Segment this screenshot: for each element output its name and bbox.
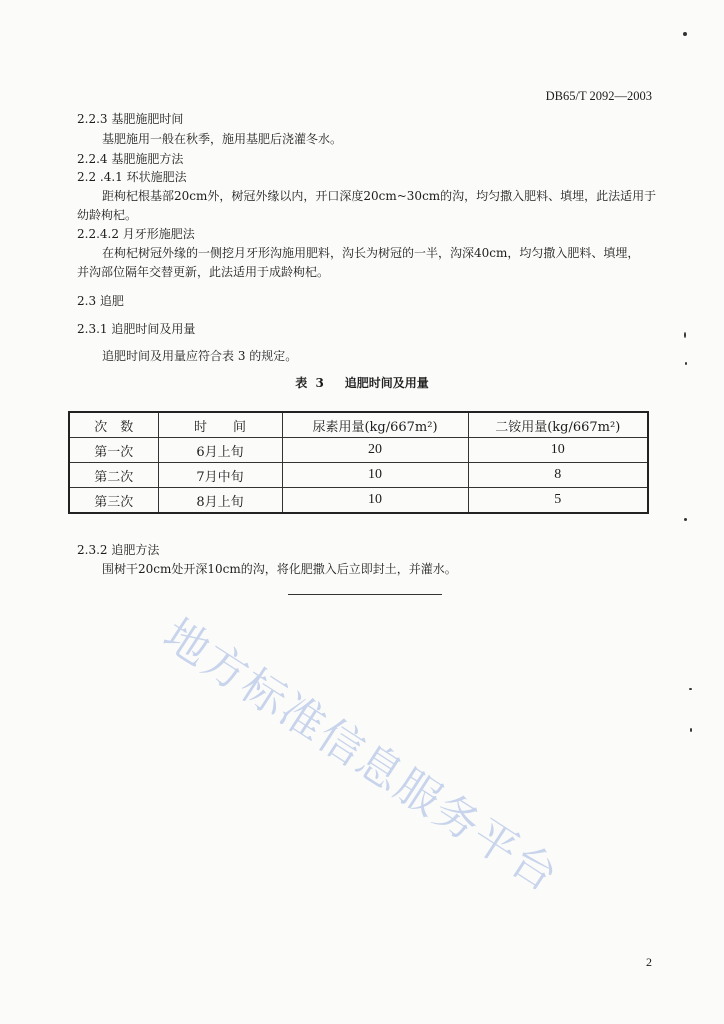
end-rule [288,594,442,595]
fertilizer-table [68,411,649,514]
section-2-2-4-2-title: 2.2.4.2 月牙形施肥法 [77,227,195,241]
scan-speck [684,332,686,338]
section-2-2-4-title: 2.2.4 基肥施肥方法 [77,152,184,166]
section-2-2-4-2-body-line-1: 在枸杞树冠外缘的一侧挖月牙形沟施用肥料，沟长为树冠的一半，沟深40cm，均匀撒入肥料、填埋， [102,246,640,260]
table-cell: 8月上旬 [158,488,282,514]
table-cell: 8 [468,463,648,488]
table-row [69,488,648,514]
table-cell: 第一次 [69,438,158,463]
table-cell: 7月中旬 [158,463,282,488]
header-cell-urea: 尿素用量(kg/667m²) [282,412,468,438]
section-2-3-1-title: 2.3.1 追肥时间及用量 [77,322,196,336]
scan-speck [683,32,687,36]
scan-speck [690,728,692,732]
section-2-3-title: 2.3 追肥 [77,294,124,308]
section-2-2-4-1-body-line-2: 幼龄枸杞。 [77,208,138,222]
scan-speck [684,518,687,521]
table-cell: 10 [468,438,648,463]
header-cell-dap: 二铵用量(kg/667m²) [468,412,648,438]
table-caption: 表 3 追肥时间及用量 [295,376,429,390]
section-2-2-4-1-body-line-1: 距枸杞根基部20cm外，树冠外缘以内，开口深度20cm~30cm的沟，均匀撒入肥料、填埋，此法适用于 [102,189,657,203]
header-cell-count: 次 数 [69,412,158,438]
section-2-2-4-1-title: 2.2 .4.1 环状施肥法 [77,170,187,184]
section-2-2-3-title: 2.2.3 基肥施肥时间 [77,112,184,126]
table-row [69,438,648,463]
table-row [69,463,648,488]
document-code: DB65/T 2092—2003 [545,89,652,103]
scan-speck [685,362,687,365]
table-header-row [69,412,648,438]
table-cell: 第三次 [69,488,158,514]
table-cell: 20 [282,438,468,463]
section-2-3-2-body: 围树干20cm处开深10cm的沟，将化肥撒入后立即封土，并灌水。 [102,562,457,576]
page-number: 2 [646,955,652,969]
table-cell: 10 [282,488,468,514]
table-cell: 6月上旬 [158,438,282,463]
scan-speck [689,688,692,690]
header-cell-time: 时 间 [158,412,282,438]
table-cell: 第二次 [69,463,158,488]
table-cell: 5 [468,488,648,514]
section-2-2-3-body: 基肥施用一般在秋季，施用基肥后浇灌冬水。 [102,132,343,146]
section-2-3-1-body: 追肥时间及用量应符合表 3 的规定。 [102,349,298,363]
section-2-2-4-2-body-line-2: 并沟部位隔年交替更新，此法适用于成龄枸杞。 [77,265,330,279]
section-2-3-2-title: 2.3.2 追肥方法 [77,543,160,557]
table-cell: 10 [282,463,468,488]
watermark: 地方标准信息服务平台 [154,609,568,903]
